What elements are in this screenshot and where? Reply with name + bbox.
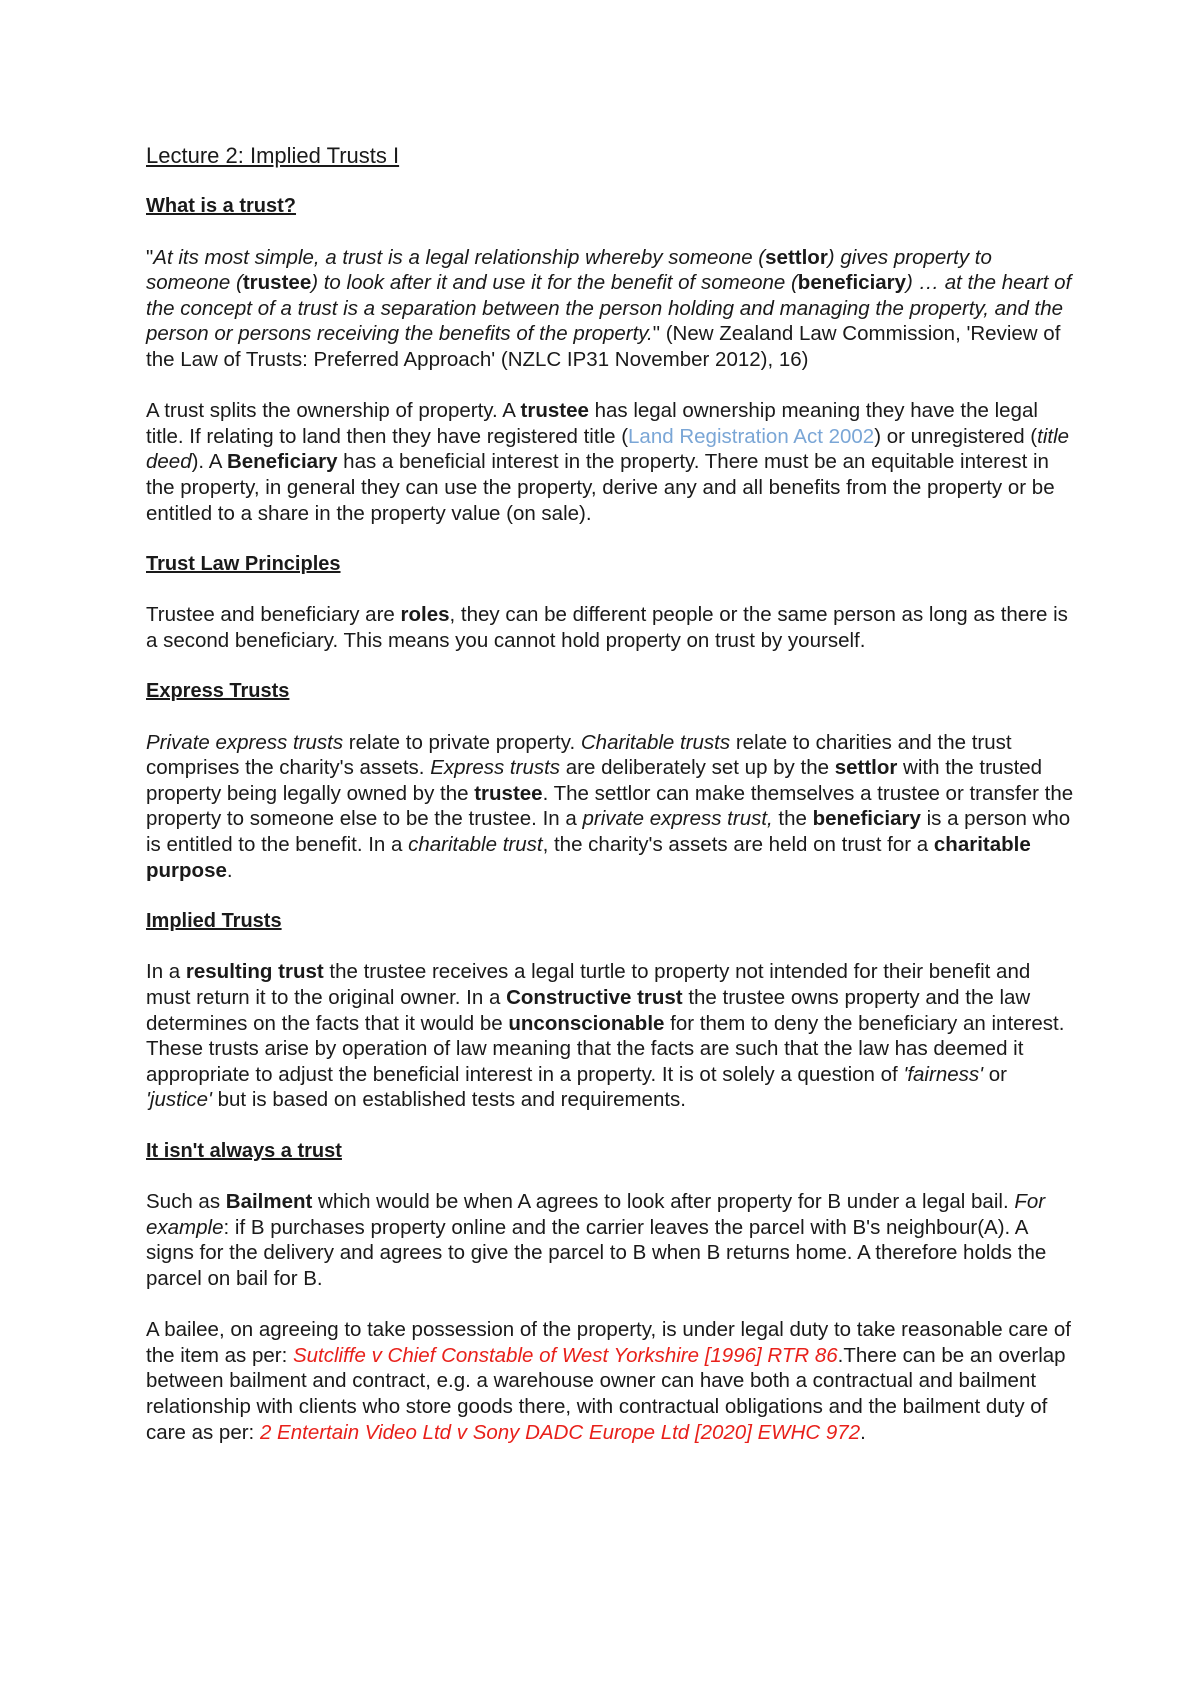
quote-citation: " (New Zealand Law Commission, 'Review of the Law of Trusts: Preferred Approach' (NZLC IP31 November 2012), 16): [146, 322, 1061, 371]
term-settlor: settlor: [765, 245, 828, 269]
text-span: or: [983, 1062, 1007, 1086]
text-span: A bailee, on agreeing to take possession of the property, is under legal duty to take reasonable care of the item as per:: [146, 1318, 1071, 1367]
term-charitable-purpose: charitable purpose: [146, 833, 1031, 882]
text-span: the trustee owns property and the law determines on the facts that it would be: [146, 986, 1031, 1035]
term-title-deed: title deed: [146, 424, 1070, 474]
heading-trust-law-principles: Trust Law Principles: [146, 552, 341, 575]
term-beneficiary: beneficiary: [812, 807, 921, 831]
principles-paragraph: [146, 602, 1076, 653]
express-trusts-paragraph: [146, 730, 1076, 884]
text-span: In a: [146, 960, 186, 984]
term-express-trusts: Express trusts: [430, 756, 561, 780]
quote-text-2: ) gives property to someone (: [146, 245, 992, 295]
term-fairness: 'fairness': [903, 1062, 984, 1086]
text-span: has a beneficial interest in the property. There must be an equitable interest in the property, in general they can use the property, derive any and all benefits from the property or be entitled to a share in the property value (on sale).: [146, 450, 1055, 525]
lecture-title: Lecture 2: Implied Trusts I: [146, 143, 400, 168]
term-unconscionable: unconscionable: [508, 1011, 665, 1035]
term-trustee: trustee: [242, 271, 312, 295]
text-span: but is based on established tests and requirements.: [211, 1088, 686, 1112]
quote-text-4: ) … at the heart of the concept of a trust is a separation between the person holding and managing the property, and the person or persons receiving the benefits of the property.: [146, 271, 1072, 346]
quote-paragraph: [146, 245, 1076, 373]
text-span: the trustee receives a legal turtle to property not intended for their benefit and must return it to the original owner. In a: [146, 960, 1031, 1010]
link-land-registration-act[interactable]: Land Registration Act 2002: [628, 424, 875, 448]
text-span: ) or unregistered (: [874, 424, 1038, 448]
text-span: for them to deny the beneficiary an interest. These trusts arise by operation of law meaning that the facts are such that the law has deemed it appropriate to adjust the beneficial interest in a property. It is ot solely a question of: [146, 1011, 1065, 1086]
term-for-example: For example: [146, 1190, 1046, 1239]
text-span: .: [860, 1420, 866, 1444]
case-citation-sutcliffe: Sutcliffe v Chief Constable of West Yorkshire [1996] RTR 86: [292, 1343, 838, 1367]
text-span: has legal ownership meaning they have the legal title. If relating to land then they have registered title (: [146, 399, 1038, 448]
text-span: ). A: [191, 450, 227, 474]
text-span: with the trusted property being legally owned by the: [146, 756, 1043, 805]
heading-not-always-a-trust: It isn't always a trust: [146, 1139, 342, 1162]
text-span: , the charity's assets are held on trust for a: [542, 833, 934, 857]
trust-ownership-paragraph: [146, 398, 1076, 526]
text-span: is a person who is entitled to the benefit. In a: [146, 807, 1071, 857]
text-span: .: [226, 858, 233, 882]
term-trustee: trustee: [474, 781, 543, 805]
term-charitable-trust: charitable trust: [408, 833, 543, 857]
text-span: , they can be different people or the same person as long as there is a second beneficiary. This means you cannot hold property on trust by yourself.: [146, 603, 1068, 652]
term-private-express-trusts: Private express trusts: [146, 730, 344, 754]
term-justice: 'justice': [146, 1088, 212, 1112]
text-span: relate to private property.: [343, 730, 581, 754]
term-trustee: trustee: [520, 399, 589, 423]
term-constructive-trust: Constructive trust: [506, 986, 683, 1010]
term-resulting-trust: resulting trust: [185, 960, 324, 984]
heading-implied-trusts: Implied Trusts: [146, 909, 282, 932]
quote-text-1: At its most simple, a trust is a legal relationship whereby someone (: [153, 245, 766, 269]
text-span: Such as: [146, 1190, 226, 1214]
quote-text-3: ) to look after it and use it for the benefit of someone (: [311, 271, 798, 295]
text-span: .There can be an overlap between bailment and contract, e.g. a warehouse owner can have both a contractual and bailment relationship with clients who store goods there, with contractual obligations and the bailment duty of care as per:: [146, 1343, 1066, 1444]
term-bailment: Bailment: [225, 1190, 313, 1214]
term-charitable-trusts: Charitable trusts: [580, 730, 731, 754]
text-span: the: [772, 807, 813, 831]
term-beneficiary: beneficiary: [797, 271, 907, 295]
term-roles: roles: [400, 603, 450, 627]
text-span: are deliberately set up by the: [560, 756, 835, 780]
term-private-express-trust: private express trust,: [582, 807, 773, 831]
text-span: . The settlor can make themselves a trustee or transfer the property to someone else to be the trustee. In a: [146, 781, 1074, 831]
bailment-paragraph: [146, 1189, 1076, 1291]
bailee-paragraph: [146, 1317, 1076, 1445]
heading-express-trusts: Express Trusts: [146, 680, 290, 703]
implied-trusts-paragraph: [146, 959, 1076, 1113]
text-span: A trust splits the ownership of property. A: [146, 399, 521, 423]
document-body: [146, 142, 1076, 1471]
term-beneficiary: Beneficiary: [226, 450, 338, 474]
heading-what-is-a-trust: What is a trust?: [146, 195, 297, 217]
text-span: which would be when A agrees to look after property for B under a legal bail.: [312, 1190, 1015, 1214]
quote-open: ": [146, 245, 154, 269]
text-span: relate to charities and the trust comprises the charity's assets.: [146, 730, 1012, 780]
term-settlor: settlor: [834, 756, 898, 780]
text-span: Trustee and beneficiary are: [146, 603, 401, 627]
text-span: : if B purchases property online and the carrier leaves the parcel with B's neighbour(A). A signs for the delivery and agrees to give the parcel to B when B returns home. A therefore holds the parcel on bail for B.: [146, 1215, 1047, 1290]
case-citation-2-entertain: 2 Entertain Video Ltd v Sony DADC Europe Ltd [2020] EWHC 972: [259, 1420, 861, 1444]
